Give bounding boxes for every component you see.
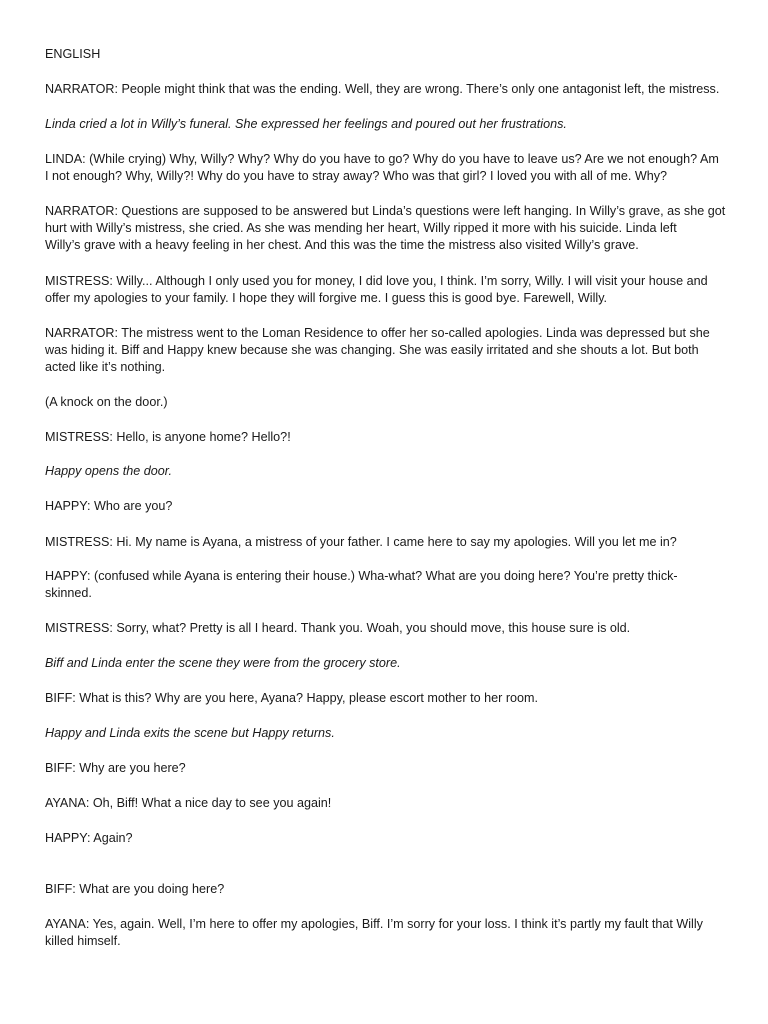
narrator-line: NARRATOR: People might think that was the ending. Well, they are wrong. There’s only one antagonist left, the mistress.	[45, 82, 720, 96]
narrator-line: NARRATOR: Questions are supposed to be answered but Linda’s questions were left hanging. In Willy’s grave, as she got	[45, 204, 726, 218]
narrator-line-cont: Willy’s grave with a heavy feeling in her chest. And this was the time the mistress also visited Willy’s grave.	[45, 238, 639, 252]
happy-line: HAPPY: Who are you?	[45, 499, 173, 513]
linda-line-cont: I not enough? Why, Willy?! Why do you have to stray away? Who was that girl? I loved you with all of me. Why?	[45, 169, 668, 183]
mistress-line: MISTRESS: Hi. My name is Ayana, a mistress of your father. I came here to say my apologies. Will you let me in?	[45, 535, 677, 549]
biff-line: BIFF: What is this? Why are you here, Ayana? Happy, please escort mother to her room.	[45, 691, 539, 705]
stage-direction: Happy and Linda exits the scene but Happy returns.	[45, 726, 335, 740]
linda-line: LINDA: (While crying) Why, Willy? Why? Why do you have to go? Why do you have to leave us? Are we not enough? Am	[45, 152, 719, 166]
ayana-line: AYANA: Oh, Biff! What a nice day to see you again!	[45, 796, 332, 810]
document-heading: ENGLISH	[45, 47, 101, 61]
biff-line: BIFF: Why are you here?	[45, 761, 186, 775]
ayana-line-cont: killed himself.	[45, 934, 121, 948]
ayana-line: AYANA: Yes, again. Well, I’m here to offer my apologies, Biff. I’m sorry for your loss. I think it’s partly my fault that Willy	[45, 917, 703, 931]
stage-direction: Linda cried a lot in Willy’s funeral. She expressed her feelings and poured out her frustrations.	[45, 117, 567, 131]
mistress-line: MISTRESS: Willy... Although I only used you for money, I did love you, I think. I’m sorry, Willy. I will visit your house and	[45, 274, 708, 288]
narrator-line: NARRATOR: The mistress went to the Loman Residence to offer her so-called apologies. Linda was depressed but she	[45, 326, 710, 340]
mistress-line: MISTRESS: Sorry, what? Pretty is all I heard. Thank you. Woah, you should move, this house sure is old.	[45, 621, 631, 635]
happy-line: HAPPY: (confused while Ayana is entering their house.) Wha-what? What are you doing here? You’re pretty thick-	[45, 569, 678, 583]
happy-line-cont: skinned.	[45, 586, 92, 600]
biff-line: BIFF: What are you doing here?	[45, 882, 225, 896]
stage-direction: (A knock on the door.)	[45, 395, 168, 409]
happy-line: HAPPY: Again?	[45, 831, 133, 845]
stage-direction: Biff and Linda enter the scene they were from the grocery store.	[45, 656, 401, 670]
narrator-line-cont: was hiding it. Biff and Happy knew because she was changing. She was easily irritated and she shouts a lot. But both	[45, 343, 699, 357]
narrator-line-cont: acted like it’s nothing.	[45, 360, 166, 374]
mistress-line: MISTRESS: Hello, is anyone home? Hello?!	[45, 430, 291, 444]
mistress-line-cont: offer my apologies to your family. I hope they will forgive me. I guess this is good bye. Farewell, Willy.	[45, 291, 608, 305]
narrator-line-cont: hurt with Willy’s mistress, she cried. As she was mending her heart, Willy ripped it more with his suicide. Linda left	[45, 221, 677, 235]
stage-direction: Happy opens the door.	[45, 464, 172, 478]
